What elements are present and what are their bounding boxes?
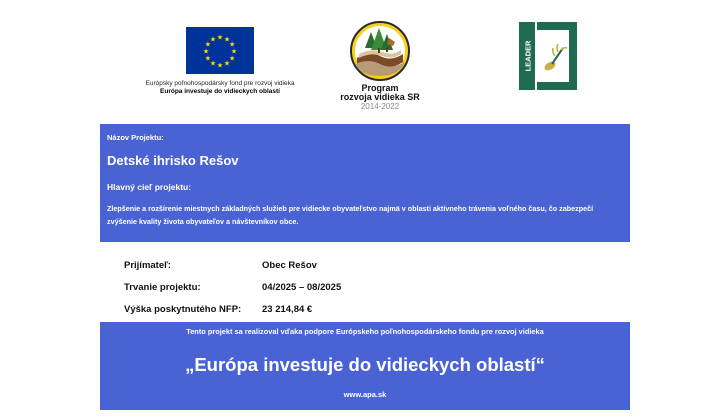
svg-text:★: ★ <box>209 35 217 44</box>
project-goal-text: Zlepšenie a rozšírenie miestnych základných služieb pre vidiecke obyvateľstvo najmä v oblasti aktívneho trávenia voľného času, čo zabezpečí zvýšenie kvality života obyvateľov a návštevníkov obce. <box>107 204 594 226</box>
svg-text:★: ★ <box>228 40 236 49</box>
project-goal-label: Hlavný cieľ projektu: <box>107 182 192 192</box>
eu-slogan-text: Európa investuje do vidieckych oblastí <box>160 88 280 95</box>
recipient-label: Prijímateľ: <box>124 260 171 271</box>
project-info-box <box>100 124 630 242</box>
leader-emblem-icon <box>519 22 577 90</box>
recipient-value: Obec Rešov <box>262 260 317 271</box>
eu-slogan: „Európa investuje do vidieckych oblastí“ <box>185 354 545 375</box>
svg-text:★: ★ <box>204 40 212 49</box>
amount-label: Výška poskytnutého NFP: <box>124 304 242 315</box>
svg-text:★: ★ <box>202 47 210 56</box>
website-link[interactable]: www.apa.sk <box>343 390 387 399</box>
svg-text:★: ★ <box>216 33 224 42</box>
funding-footer-box <box>100 322 630 410</box>
svg-text:★: ★ <box>216 61 224 70</box>
logo-row <box>0 0 720 122</box>
svg-text:★: ★ <box>223 59 231 68</box>
svg-text:★: ★ <box>230 47 238 56</box>
leader-text: LEADER <box>523 40 533 72</box>
amount-value: 23 214,84 € <box>262 304 313 315</box>
program-title: Program <box>361 83 399 93</box>
leader-logo <box>519 22 577 90</box>
project-name-label: Názov Projektu: <box>107 133 164 142</box>
duration-label: Trvanie projektu: <box>124 282 201 293</box>
eu-logo <box>120 27 320 95</box>
svg-text:★: ★ <box>204 54 212 63</box>
svg-text:★: ★ <box>223 35 231 44</box>
project-name: Detské ihrisko Rešov <box>107 153 239 168</box>
eu-flag-icon <box>186 27 254 74</box>
program-years: 2014-2022 <box>360 102 400 111</box>
program-emblem-icon <box>349 20 411 82</box>
svg-text:★: ★ <box>228 54 236 63</box>
funding-statement: Tento projekt sa realizoval vďaka podpore Európskeho poľnohospodárskeho fondu pre rozvoj vidieka <box>186 327 544 336</box>
program-subtitle: rozvoja vidieka SR <box>340 92 420 102</box>
svg-text:★: ★ <box>209 59 217 68</box>
program-logo <box>330 20 430 111</box>
duration-value: 04/2025 – 08/2025 <box>262 282 342 293</box>
eu-fund-text: Európsky poľnohospodársky fond pre rozvoj vidieka <box>145 80 295 87</box>
